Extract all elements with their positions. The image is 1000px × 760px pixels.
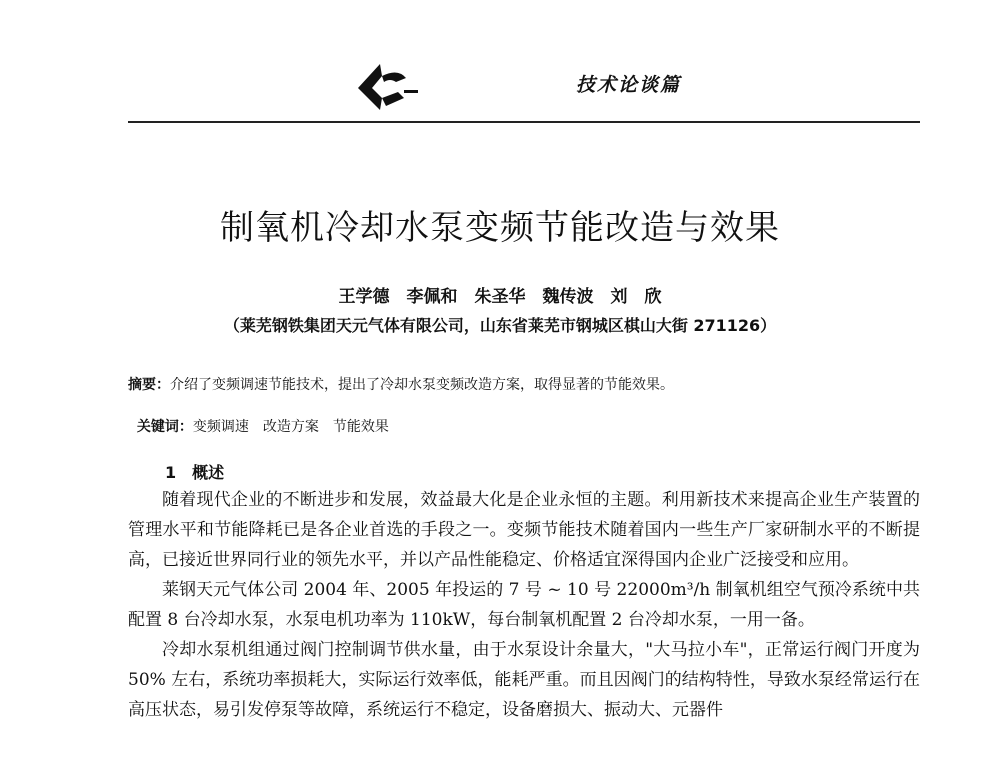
article-title: 制氧机冷却水泵变频节能改造与效果 [220, 208, 780, 248]
section-body [128, 485, 920, 725]
body-paragraph: 莱钢天元气体公司 2004 年、2005 年投运的 7 号 ~ 10 号 22000m³/h 制氧机组空气预冷系统中共配置 8 台冷却水泵，水泵电机功率为 110kW，每台制氧机配置 2 台冷却水泵，一用一备。 [128, 580, 920, 630]
author-list: 王学德 李佩和 朱圣华 魏传波 刘 欣 [338, 287, 662, 307]
keywords-text: 变频调速 改造方案 节能效果 [192, 419, 389, 435]
body-paragraph: 随着现代企业的不断进步和发展，效益最大化是企业永恒的主题。利用新技术来提高企业生产装置的管理水平和节能降耗已是各企业首选的手段之一。变频节能技术随着国内一些生产厂家研制水平的不断提高，已接近世界同行业的领先水平，并以产品性能稳定、价格适宜深得国内企业广泛接受和应用。 [128, 490, 920, 570]
header-rule [128, 121, 920, 123]
section-label: 技术论谈篇 [576, 74, 682, 96]
abstract [128, 374, 674, 394]
keywords-label: 关键词： [136, 419, 193, 435]
keywords [128, 400, 389, 436]
journal-logo-icon [352, 60, 424, 112]
body-paragraph: 冷却水泵机组通过阀门控制调节供水量，由于水泵设计余量大，"大马拉小车"，正常运行阀门开度为 50% 左右，系统功率损耗大，实际运行效率低，能耗严重。而且因阀门的结构特性，导致水泵经常运行在高压状态，易引发停泵等故障，系统运行不稳定，设备磨损大、振动大、元器件 [128, 640, 920, 720]
author-affiliation: （莱芜钢铁集团天元气体有限公司，山东省莱芜市钢城区棋山大街 271126） [223, 316, 777, 335]
abstract-text: 介绍了变频调速节能技术，提出了冷却水泵变频改造方案，取得显著的节能效果。 [170, 377, 674, 393]
section-heading: 1 概述 [165, 463, 225, 482]
abstract-label: 摘要： [128, 377, 170, 393]
